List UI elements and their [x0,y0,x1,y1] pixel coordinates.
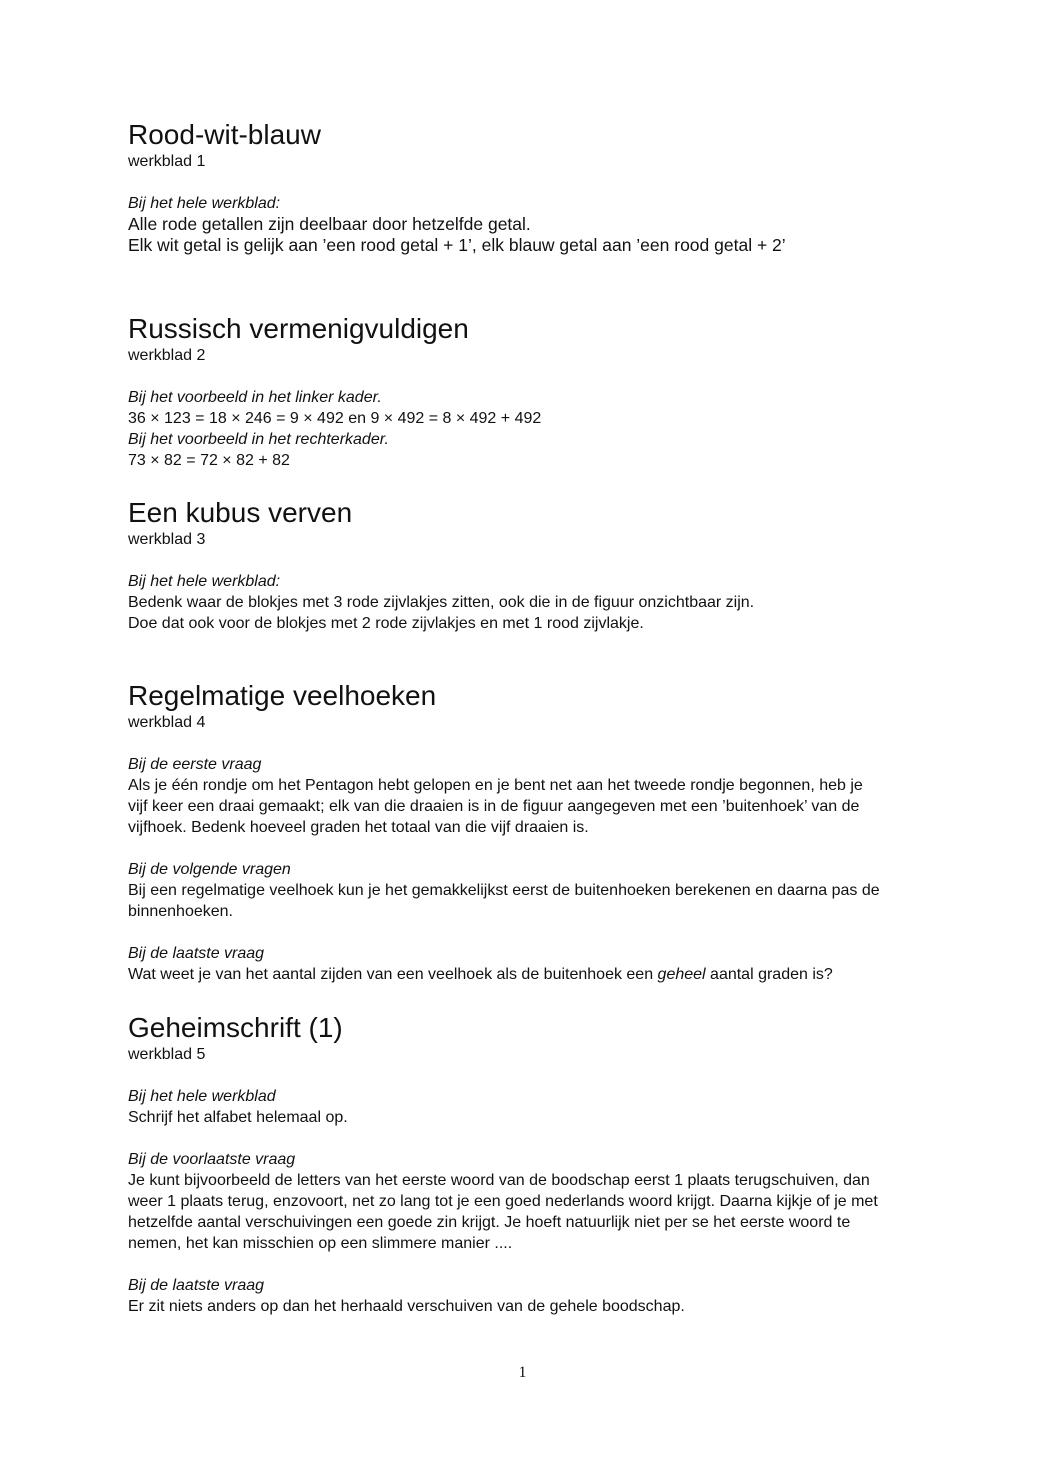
formula-line: 73 × 82 = 72 × 82 + 82 [128,452,290,469]
hint-line [128,964,978,985]
section-russisch-vermenigvuldigen [128,312,978,471]
section-title: Geheimschrift (1) [128,1012,343,1043]
worksheet-label: werkblad 3 [128,531,206,548]
hint-label: Bij de voorlaatste vraag [128,1151,296,1168]
hint-line: Doe dat ook voor de blokjes met 2 rode zijvlakjes en met 1 rood zijvlakje. [128,615,644,632]
hint-line: Als je één rondje om het Pentagon hebt gelopen en je bent net aan het tweede rondje begonnen, heb je [128,777,863,794]
hint-label: Bij het voorbeeld in het rechterkader. [128,431,389,448]
hint-label: Bij de laatste vraag [128,945,265,962]
hint-line: hetzelfde aantal verschuivingen een goede zin krijgt. Je hoeft natuurlijk niet per se het eerste woord te [128,1214,851,1231]
section-title: Rood-wit-blauw [128,119,321,150]
hint-label: Bij het hele werkblad: [128,573,281,590]
hint-label: Bij het hele werkblad: [128,195,281,212]
hint-line: Schrijf het alfabet helemaal op. [128,1109,348,1126]
section-title: Russisch vermenigvuldigen [128,313,469,344]
section-title: Regelmatige veelhoeken [128,680,437,711]
worksheet-label: werkblad 5 [128,1046,206,1063]
hint-line: Bij een regelmatige veelhoek kun je het gemakkelijkst eerst de buitenhoeken berekenen en daarna pas de [128,882,880,899]
section-rood-wit-blauw [128,118,978,256]
section-regelmatige-veelhoeken [128,679,978,985]
hint-line: vijfhoek. Bedenk hoeveel graden het totaal van die vijf draaien is. [128,819,589,836]
worksheet-label: werkblad 1 [128,153,206,170]
hint-label: Bij de laatste vraag [128,1277,265,1294]
hint-label: Bij het voorbeeld in het linker kader. [128,389,382,406]
hint-text: aantal graden is? [705,966,833,983]
page-number: 1 [518,1364,527,1381]
worksheet-label: werkblad 4 [128,714,206,731]
formula-line: 36 × 123 = 18 × 246 = 9 × 492 en 9 × 492 = 8 × 492 + 492 [128,410,542,427]
hint-label: Bij de eerste vraag [128,756,262,773]
section-title: Een kubus verven [128,497,353,528]
section-geheimschrift [128,1011,978,1317]
hint-line: Je kunt bijvoorbeeld de letters van het eerste woord van de boodschap eerst 1 plaats terugschuiven, dan [128,1172,870,1189]
hint-line: Er zit niets anders op dan het herhaald verschuiven van de gehele boodschap. [128,1298,685,1315]
section-een-kubus-verven [128,496,978,634]
hint-label: Bij de volgende vragen [128,861,291,878]
hint-line: Alle rode getallen zijn deelbaar door hetzelfde getal. [128,214,531,234]
hint-label: Bij het hele werkblad [128,1088,276,1105]
hint-line: weer 1 plaats terug, enzovoort, net zo lang tot je een goed nederlands woord krijgt. Daarna kijkje of je met [128,1193,878,1210]
worksheet-label: werkblad 2 [128,347,206,364]
emphasis-text: geheel [657,966,706,983]
hint-line: Bedenk waar de blokjes met 3 rode zijvlakjes zitten, ook die in de figuur onzichtbaar zijn. [128,594,755,611]
hint-line: nemen, het kan misschien op een slimmere manier .... [128,1235,513,1252]
hint-line: binnenhoeken. [128,903,233,920]
hint-line: vijf keer een draai gemaakt; elk van die draaien is in de figuur aangegeven met een ’buitenhoek’ van de [128,798,860,815]
hint-text: Wat weet je van het aantal zijden van een veelhoek als de buitenhoek een [128,966,658,983]
hint-line: Elk wit getal is gelijk aan ’een rood getal + 1’, elk blauw getal aan ’een rood getal + 2’ [128,235,786,255]
